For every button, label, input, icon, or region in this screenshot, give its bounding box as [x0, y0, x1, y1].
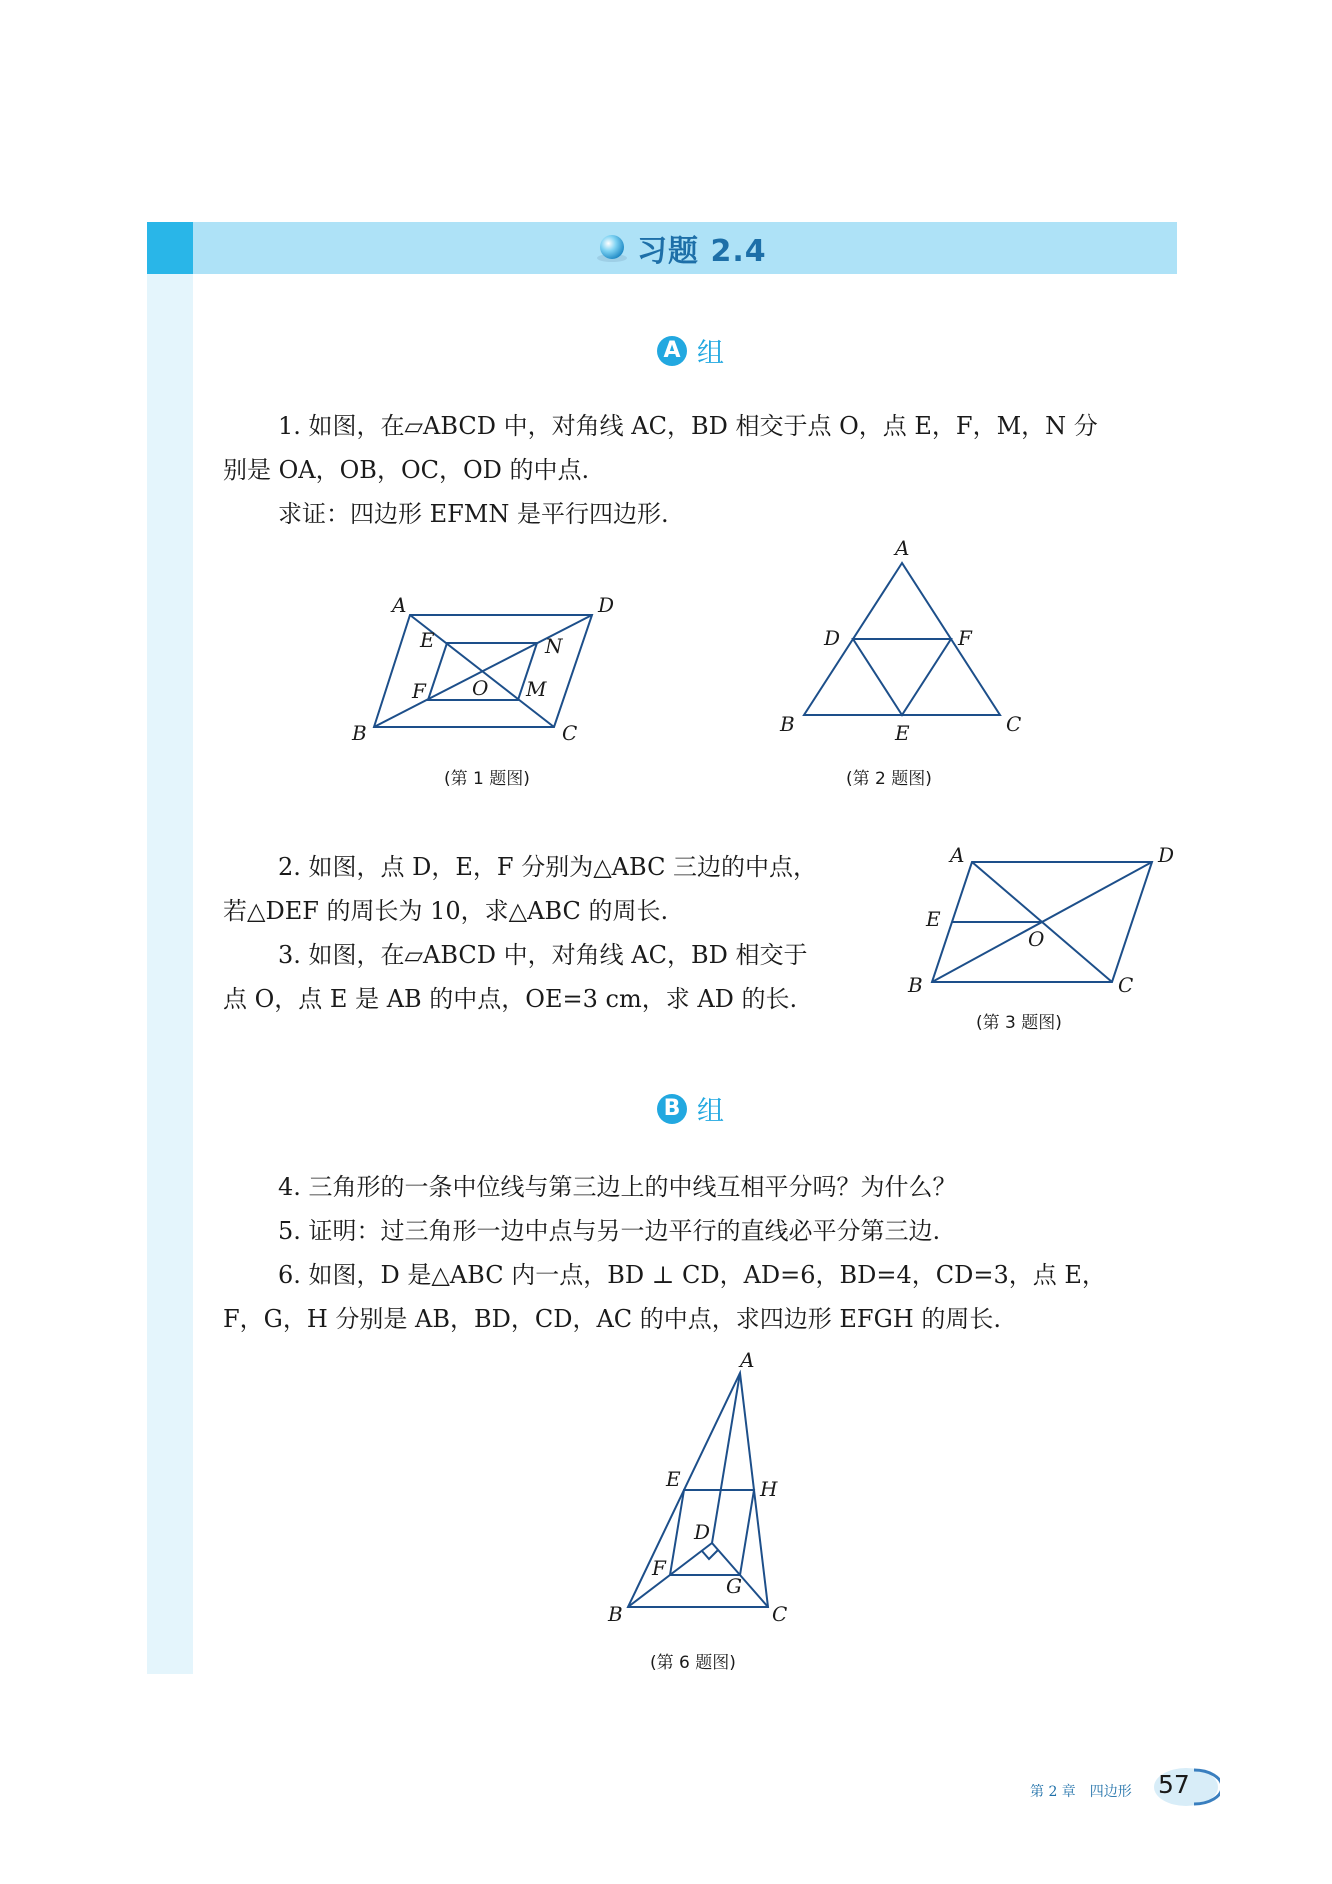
fig2-label-b: B — [780, 712, 795, 736]
fig3-label-b: B — [908, 973, 923, 997]
problem-2-line-1: 2. 如图，点 D，E，F 分别为△ABC 三边的中点， — [278, 853, 818, 881]
figure-2-caption: (第 2 题图) — [846, 769, 932, 789]
fig1-label-e: E — [420, 628, 435, 652]
figure-3-diagram — [900, 840, 1190, 1000]
problem-6-line-1: 6. 如图，D 是△ABC 内一点，BD ⊥ CD，AD=6，BD=4，CD=3，点 E， — [278, 1261, 1106, 1289]
group-b-letter: B — [657, 1094, 687, 1124]
sidebar-strip — [147, 222, 193, 1674]
problem-1-line-3: 求证：四边形 EFMN 是平行四边形. — [278, 500, 669, 528]
fig1-label-d: D — [598, 593, 615, 617]
fig6-label-b: B — [608, 1602, 623, 1626]
fig6-label-g: G — [726, 1574, 742, 1598]
fig1-label-c: C — [562, 721, 578, 745]
problem-2-line-2: 若△DEF 的周长为 10，求△ABC 的周长. — [223, 897, 669, 925]
right-angle-mark — [702, 1550, 718, 1559]
problem-6-line-2: F，G，H 分别是 AB，BD，CD，AC 的中点，求四边形 EFGH 的周长. — [223, 1305, 1001, 1333]
fig1-label-n: N — [545, 634, 563, 658]
fig3-label-d: D — [1158, 843, 1175, 867]
figure-6-diagram — [600, 1345, 810, 1630]
fig6-label-f: F — [652, 1556, 666, 1580]
exercise-header — [595, 228, 767, 268]
fig3-label-c: C — [1118, 973, 1134, 997]
fig2-label-a: A — [895, 536, 910, 560]
figure-3-caption: (第 3 题图) — [976, 1013, 1062, 1033]
fig6-label-c: C — [772, 1602, 788, 1626]
problem-4-line-1: 4. 三角形的一条中位线与第三边上的中线互相平分吗？为什么？ — [278, 1173, 957, 1201]
fig3-label-a: A — [950, 843, 965, 867]
exercise-title: 习题 2.4 — [637, 234, 767, 269]
problem-1-line-1: 1. 如图，在▱ABCD 中，对角线 AC，BD 相交于点 O，点 E，F，M，N 分 — [278, 412, 1098, 440]
header-square — [147, 222, 193, 274]
fig1-label-f: F — [412, 679, 426, 703]
fig1-label-m: M — [526, 677, 547, 701]
fig1-label-o: O — [472, 676, 489, 700]
triangle-def — [853, 639, 951, 715]
fig6-label-h: H — [760, 1477, 778, 1501]
figure-1-diagram — [340, 585, 630, 745]
fig2-label-d: D — [824, 626, 841, 650]
chapter-label: 第 2 章 四边形 — [1030, 1784, 1132, 1800]
group-a-text: 组 — [697, 338, 724, 369]
fig2-label-c: C — [1006, 712, 1022, 736]
group-a-label — [657, 331, 724, 370]
sphere-icon — [595, 233, 629, 263]
fig6-label-a: A — [740, 1348, 755, 1372]
figure-6-caption: (第 6 题图) — [650, 1653, 736, 1673]
group-b-text: 组 — [697, 1096, 724, 1127]
problem-3-line-1: 3. 如图，在▱ABCD 中，对角线 AC，BD 相交于 — [278, 941, 808, 969]
group-b-label — [657, 1089, 724, 1128]
fig6-label-d: D — [694, 1520, 711, 1544]
fig3-label-e: E — [926, 907, 941, 931]
group-a-letter: A — [657, 336, 687, 366]
fig1-label-a: A — [392, 593, 407, 617]
problem-3-line-2: 点 O，点 E 是 AB 的中点，OE=3 cm，求 AD 的长. — [223, 985, 798, 1013]
problem-5-line-1: 5. 证明：过三角形一边中点与另一边平行的直线必平分第三边. — [278, 1217, 941, 1245]
fig1-label-b: B — [352, 721, 367, 745]
fig3-label-o: O — [1028, 927, 1045, 951]
fig2-label-e: E — [895, 721, 910, 745]
fig6-label-e: E — [666, 1467, 681, 1491]
segment-ad — [712, 1373, 740, 1543]
quadrilateral-efgh — [670, 1490, 754, 1575]
figure-2-diagram — [780, 533, 1020, 753]
problem-1-line-2: 别是 OA，OB，OC，OD 的中点. — [223, 456, 590, 484]
page-number: 57 — [1158, 1770, 1190, 1799]
fig2-label-f: F — [958, 626, 972, 650]
figure-1-caption: (第 1 题图) — [444, 769, 530, 789]
